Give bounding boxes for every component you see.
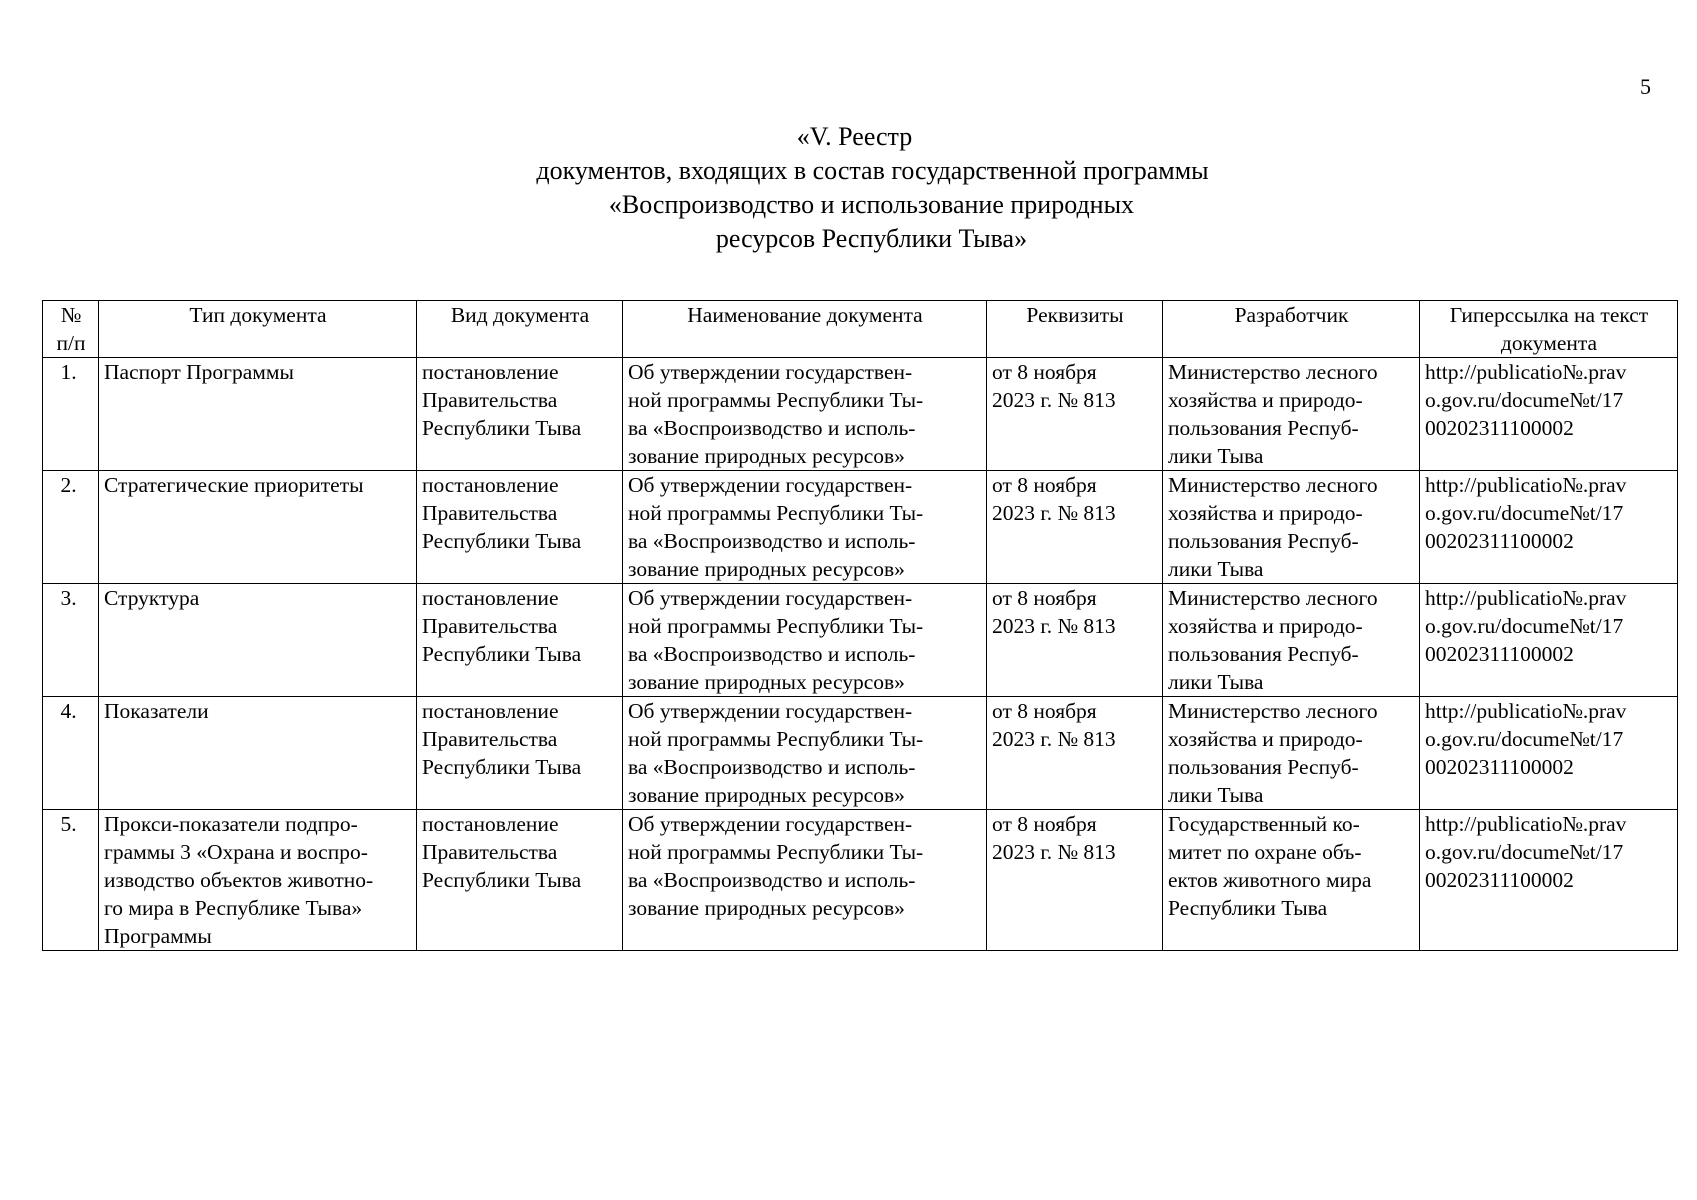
doc-type-line: изводство объектов животно-: [104, 868, 374, 892]
doc-name-cell: [623, 358, 987, 471]
details-line: 2023 г. № 813: [992, 840, 1116, 864]
doc-type-cell: [99, 810, 417, 951]
doc-name-line: зование природных ресурсов»: [628, 557, 905, 581]
doc-name-cell: [623, 697, 987, 810]
table-row: [43, 358, 1678, 471]
details-cell: [987, 810, 1163, 951]
table-body: [43, 358, 1678, 951]
doc-kind-line: Правительства: [422, 501, 558, 525]
details-line: от 8 ноября: [992, 586, 1097, 610]
developer-line: хозяйства и природо-: [1168, 614, 1363, 638]
row-number-cell: 3.: [43, 584, 99, 697]
developer-line: Республики Тыва: [1168, 896, 1328, 920]
header-line: №: [60, 303, 82, 327]
details-cell: [987, 471, 1163, 584]
developer-line: лики Тыва: [1168, 557, 1264, 581]
developer-line: хозяйства и природо-: [1168, 501, 1363, 525]
doc-name-line: Об утверждении государствен-: [628, 360, 913, 384]
developer-line: Государственный ко-: [1168, 812, 1360, 836]
link-line: o.gov.ru/docume№t/17: [1425, 727, 1624, 751]
developer-line: Министерство лесного: [1168, 473, 1378, 497]
link-line: http://publicatio№.prav: [1425, 586, 1627, 610]
doc-type-cell: [99, 697, 417, 810]
link-line: 00202311100002: [1425, 755, 1574, 779]
developer-line: лики Тыва: [1168, 783, 1264, 807]
header-doc-name: [623, 301, 987, 358]
table-header-row: [43, 301, 1678, 358]
doc-kind-line: Правительства: [422, 727, 558, 751]
doc-name-line: ва «Воспроизводство и исполь-: [628, 529, 916, 553]
header-link: [1420, 301, 1678, 358]
doc-name-line: ва «Воспроизводство и исполь-: [628, 416, 916, 440]
header-doc-type: [99, 301, 417, 358]
doc-kind-cell: [417, 810, 623, 951]
details-cell: [987, 584, 1163, 697]
link-line: o.gov.ru/docume№t/17: [1425, 614, 1624, 638]
developer-line: Министерство лесного: [1168, 360, 1378, 384]
doc-type-line: граммы 3 «Охрана и воспро-: [104, 840, 368, 864]
doc-name-line: зование природных ресурсов»: [628, 670, 905, 694]
details-line: от 8 ноября: [992, 699, 1097, 723]
row-number-cell: 5.: [43, 810, 99, 951]
details-line: от 8 ноября: [992, 473, 1097, 497]
doc-name-line: Об утверждении государствен-: [628, 699, 913, 723]
registry-table: [42, 300, 1678, 951]
doc-name-line: зование природных ресурсов»: [628, 896, 905, 920]
doc-name-line: ной программы Республики Ты-: [628, 614, 924, 638]
doc-kind-cell: [417, 358, 623, 471]
doc-kind-cell: [417, 471, 623, 584]
doc-name-line: Об утверждении государствен-: [628, 586, 913, 610]
developer-line: Министерство лесного: [1168, 699, 1378, 723]
table-row: [43, 697, 1678, 810]
doc-type-line: Прокси-показатели подпро-: [104, 812, 358, 836]
doc-name-line: ва «Воспроизводство и исполь-: [628, 642, 916, 666]
doc-name-line: ной программы Республики Ты-: [628, 727, 924, 751]
doc-name-line: Об утверждении государствен-: [628, 473, 913, 497]
doc-type-line: Структура: [104, 586, 200, 610]
doc-name-line: ва «Воспроизводство и исполь-: [628, 868, 916, 892]
title-line: ресурсов Республики Тыва»: [715, 224, 1028, 253]
link-line: http://publicatio№.prav: [1425, 812, 1627, 836]
doc-type-cell: [99, 471, 417, 584]
row-number-cell: 2.: [43, 471, 99, 584]
doc-kind-line: Правительства: [422, 388, 558, 412]
doc-kind-line: Республики Тыва: [422, 755, 582, 779]
developer-line: пользования Респуб-: [1168, 529, 1359, 553]
doc-kind-line: Правительства: [422, 614, 558, 638]
details-line: от 8 ноября: [992, 812, 1097, 836]
details-line: 2023 г. № 813: [992, 501, 1116, 525]
doc-kind-cell: [417, 584, 623, 697]
details-line: 2023 г. № 813: [992, 614, 1116, 638]
details-cell: [987, 697, 1163, 810]
developer-line: лики Тыва: [1168, 670, 1264, 694]
developer-line: хозяйства и природо-: [1168, 388, 1363, 412]
link-line: http://publicatio№.prav: [1425, 360, 1627, 384]
developer-line: митет по охране объ-: [1168, 840, 1362, 864]
doc-name-cell: [623, 810, 987, 951]
doc-kind-line: Республики Тыва: [422, 416, 582, 440]
doc-kind-line: постановление: [422, 699, 559, 723]
developer-line: ектов животного мира: [1168, 868, 1372, 892]
doc-type-line: Программы: [104, 924, 212, 948]
header-line: Тип документа: [189, 303, 327, 327]
header-doc-kind: [417, 301, 623, 358]
link-line: o.gov.ru/docume№t/17: [1425, 501, 1624, 525]
developer-cell: [1163, 471, 1420, 584]
link-cell: [1420, 584, 1678, 697]
header-line: документа: [1500, 331, 1598, 355]
doc-kind-line: постановление: [422, 360, 559, 384]
developer-line: пользования Респуб-: [1168, 416, 1359, 440]
doc-name-line: ной программы Республики Ты-: [628, 840, 924, 864]
header-details: [987, 301, 1163, 358]
header-line: Разработчик: [1234, 303, 1349, 327]
link-line: o.gov.ru/docume№t/17: [1425, 388, 1624, 412]
doc-kind-line: Правительства: [422, 840, 558, 864]
table-row: [43, 810, 1678, 951]
developer-line: лики Тыва: [1168, 444, 1264, 468]
title-line: документов, входящих в состав государственной программы: [536, 156, 1209, 185]
developer-line: пользования Респуб-: [1168, 642, 1359, 666]
doc-type-line: Показатели: [104, 699, 209, 723]
developer-cell: [1163, 358, 1420, 471]
header-line: Реквизиты: [1026, 303, 1124, 327]
doc-name-line: ва «Воспроизводство и исполь-: [628, 755, 916, 779]
document-title: [0, 120, 1697, 256]
row-number-cell: 4.: [43, 697, 99, 810]
doc-kind-line: Республики Тыва: [422, 868, 582, 892]
doc-name-line: зование природных ресурсов»: [628, 444, 905, 468]
doc-type-line: го мира в Республике Тыва»: [104, 896, 363, 920]
developer-line: хозяйства и природо-: [1168, 727, 1363, 751]
table-row: [43, 471, 1678, 584]
doc-name-line: Об утверждении государствен-: [628, 812, 913, 836]
developer-line: Министерство лесного: [1168, 586, 1378, 610]
doc-name-line: ной программы Республики Ты-: [628, 388, 924, 412]
details-line: от 8 ноября: [992, 360, 1097, 384]
header-developer: [1163, 301, 1420, 358]
doc-kind-cell: [417, 697, 623, 810]
details-line: 2023 г. № 813: [992, 388, 1116, 412]
link-line: 00202311100002: [1425, 529, 1574, 553]
doc-name-line: ной программы Республики Ты-: [628, 501, 924, 525]
doc-kind-line: постановление: [422, 812, 559, 836]
link-line: 00202311100002: [1425, 642, 1574, 666]
link-line: 00202311100002: [1425, 868, 1574, 892]
header-number: [43, 301, 99, 358]
doc-type-cell: [99, 584, 417, 697]
link-line: http://publicatio№.prav: [1425, 473, 1627, 497]
doc-type-cell: [99, 358, 417, 471]
link-cell: [1420, 471, 1678, 584]
link-line: o.gov.ru/docume№t/17: [1425, 840, 1624, 864]
link-cell: [1420, 697, 1678, 810]
page-number: 5: [1640, 74, 1651, 99]
link-cell: [1420, 810, 1678, 951]
doc-type-line: Паспорт Программы: [104, 360, 294, 384]
details-line: 2023 г. № 813: [992, 727, 1116, 751]
header-line: Наименование документа: [687, 303, 923, 327]
doc-kind-line: постановление: [422, 473, 559, 497]
doc-type-line: Стратегические приоритеты: [104, 473, 364, 497]
doc-kind-line: Республики Тыва: [422, 529, 582, 553]
header-line: Гиперссылка на текст: [1449, 303, 1649, 327]
table-row: [43, 584, 1678, 697]
row-number-cell: 1.: [43, 358, 99, 471]
doc-name-cell: [623, 584, 987, 697]
developer-cell: [1163, 810, 1420, 951]
link-line: 00202311100002: [1425, 416, 1574, 440]
link-cell: [1420, 358, 1678, 471]
header-line: п/п: [56, 331, 86, 355]
developer-cell: [1163, 697, 1420, 810]
doc-name-cell: [623, 471, 987, 584]
doc-kind-line: постановление: [422, 586, 559, 610]
details-cell: [987, 358, 1163, 471]
developer-cell: [1163, 584, 1420, 697]
link-line: http://publicatio№.prav: [1425, 699, 1627, 723]
title-line: «Воспроизводство и использование природных: [608, 190, 1135, 219]
header-line: Вид документа: [450, 303, 590, 327]
doc-kind-line: Республики Тыва: [422, 642, 582, 666]
developer-line: пользования Респуб-: [1168, 755, 1359, 779]
doc-name-line: зование природных ресурсов»: [628, 783, 905, 807]
title-line: «V. Реестр: [796, 122, 913, 151]
